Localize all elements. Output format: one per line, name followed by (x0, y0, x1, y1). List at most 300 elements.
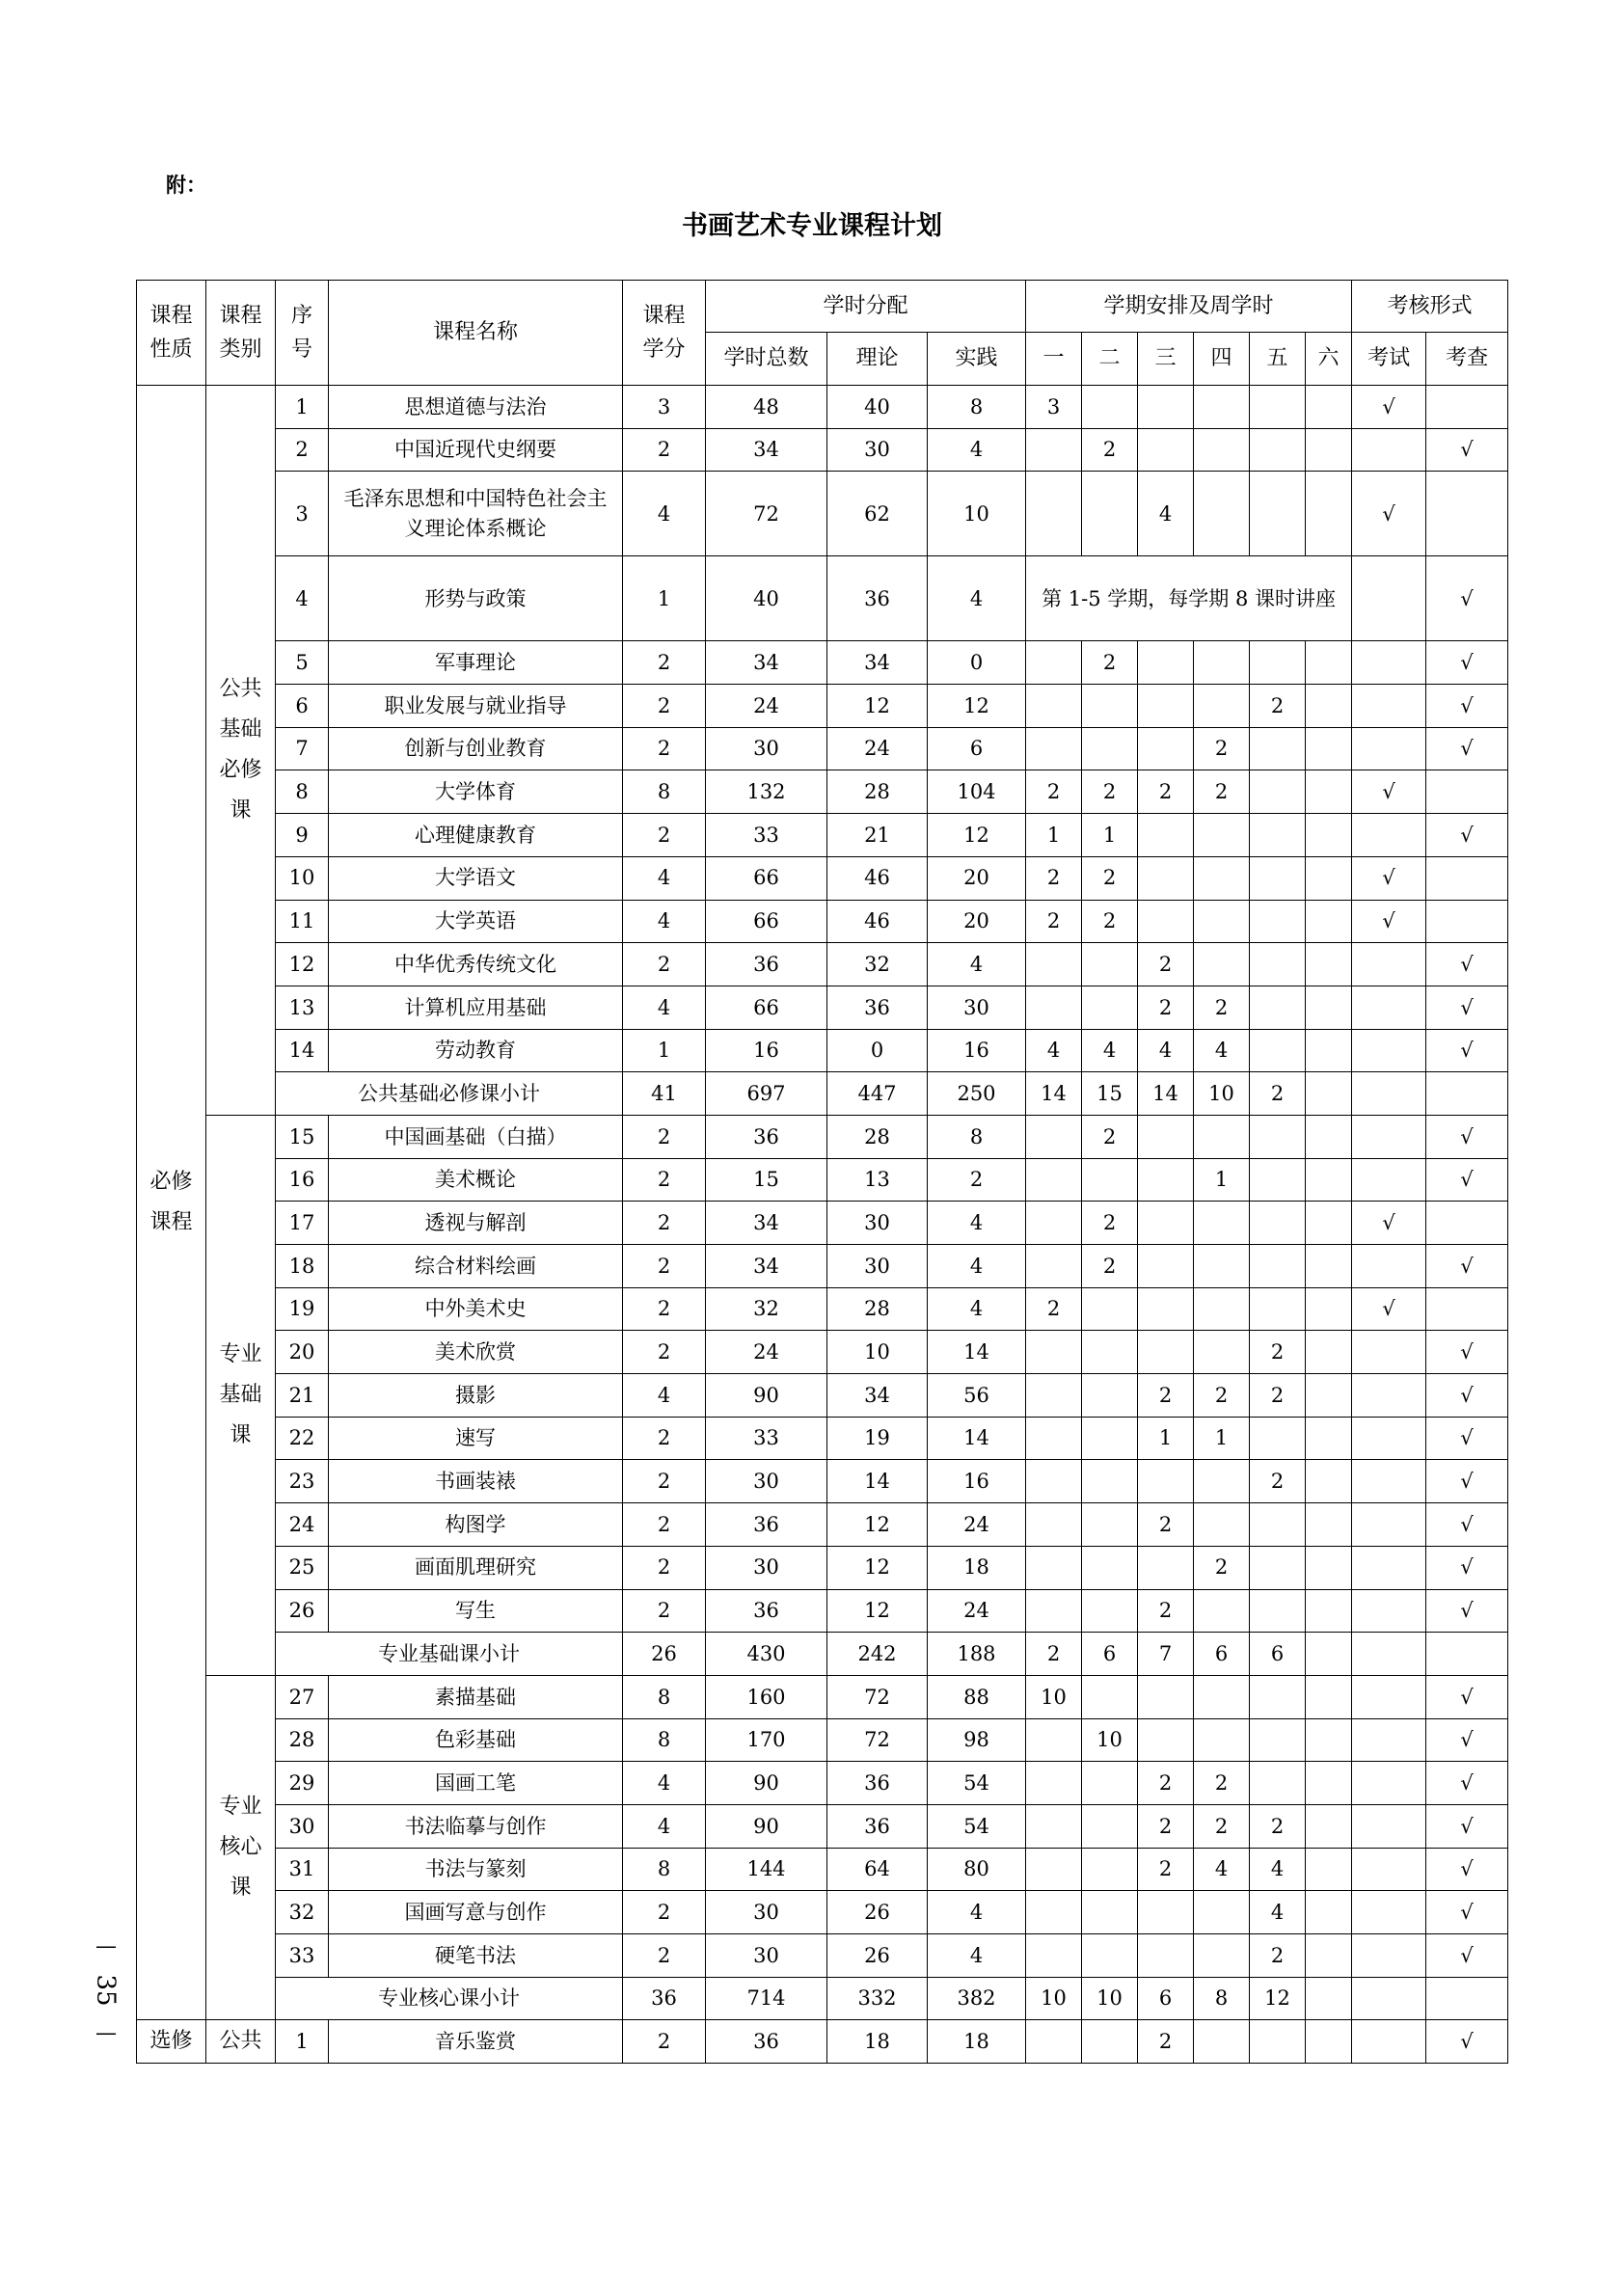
assess-exam: √ (1352, 1287, 1426, 1331)
course-practice-hours: 24 (928, 1503, 1026, 1547)
semester-5-hours: 2 (1250, 1072, 1306, 1116)
semester-3-hours: 7 (1138, 1633, 1194, 1676)
semester-4-hours: 4 (1194, 1848, 1250, 1891)
header-semester-2: 二 (1082, 333, 1138, 386)
semester-3-hours: 1 (1138, 1417, 1194, 1460)
semester-4-hours (1194, 943, 1250, 986)
semester-5-hours (1250, 727, 1306, 770)
header-semester-3: 三 (1138, 333, 1194, 386)
course-seq: 25 (276, 1546, 329, 1589)
semester-5-hours (1250, 900, 1306, 943)
course-seq: 2 (276, 428, 329, 472)
course-credits: 2 (623, 1202, 706, 1245)
course-total-hours: 90 (706, 1804, 827, 1848)
table-row (137, 727, 1508, 770)
header-name-text: 课程名称 (432, 320, 518, 345)
semester-6-hours (1306, 1115, 1352, 1158)
course-theory-hours: 10 (827, 1331, 928, 1374)
page-number-dash-top: — (95, 1934, 117, 1958)
semester-6-hours (1306, 2020, 1352, 2064)
assess-exam (1352, 943, 1426, 986)
semester-6-hours (1306, 1718, 1352, 1762)
semester-3-hours: 14 (1138, 1072, 1194, 1116)
assess-check: √ (1426, 2020, 1508, 2064)
assess-exam (1352, 1374, 1426, 1418)
course-theory-hours: 32 (827, 943, 928, 986)
semester-4-hours (1194, 386, 1250, 429)
semester-6-hours (1306, 428, 1352, 472)
assess-check: √ (1426, 685, 1508, 728)
course-theory-hours: 62 (827, 472, 928, 556)
semester-6-hours (1306, 900, 1352, 943)
semester-3-hours: 2 (1138, 770, 1194, 814)
semester-2-hours (1082, 1762, 1138, 1805)
course-credits: 2 (623, 1158, 706, 1202)
course-name: 素描基础 (329, 1675, 623, 1718)
assess-check: √ (1426, 1762, 1508, 1805)
subtotal-row (137, 1633, 1508, 1676)
semester-3-hours: 6 (1138, 1977, 1194, 2020)
header-name (329, 281, 623, 386)
course-total-hours: 132 (706, 770, 827, 814)
course-practice-hours: 12 (928, 685, 1026, 728)
course-credits: 4 (623, 1374, 706, 1418)
course-credits: 2 (623, 1546, 706, 1589)
semester-4-hours (1194, 1891, 1250, 1934)
course-total-hours: 32 (706, 1287, 827, 1331)
course-practice-hours: 188 (928, 1633, 1026, 1676)
course-seq: 23 (276, 1460, 329, 1503)
semester-4-hours: 6 (1194, 1633, 1250, 1676)
semester-6-hours (1306, 1589, 1352, 1633)
semester-1-hours: 3 (1026, 386, 1082, 429)
assess-check: √ (1426, 1934, 1508, 1978)
table-row (137, 986, 1508, 1029)
course-practice-hours: 0 (928, 641, 1026, 685)
course-total-hours: 33 (706, 1417, 827, 1460)
assess-exam (1352, 1503, 1426, 1547)
semester-5-hours (1250, 386, 1306, 429)
course-seq: 32 (276, 1891, 329, 1934)
assess-exam (1352, 1115, 1426, 1158)
course-practice-hours: 4 (928, 1934, 1026, 1978)
semester-3-hours (1138, 1245, 1194, 1288)
semester-2-hours (1082, 1287, 1138, 1331)
header-semester-4: 四 (1194, 333, 1250, 386)
assess-exam: √ (1352, 472, 1426, 556)
course-seq: 31 (276, 1848, 329, 1891)
header-hours-group: 学时分配 (706, 281, 1026, 333)
semester-3-hours (1138, 814, 1194, 857)
course-credits: 2 (623, 814, 706, 857)
table-row (137, 1460, 1508, 1503)
assess-exam (1352, 1633, 1426, 1676)
course-total-hours: 34 (706, 1245, 827, 1288)
table-row (137, 1891, 1508, 1934)
semester-3-hours (1138, 900, 1194, 943)
course-practice-hours: 18 (928, 2020, 1026, 2064)
semester-5-hours: 2 (1250, 685, 1306, 728)
course-name: 中外美术史 (329, 1287, 623, 1331)
subtotal-row (137, 1977, 1508, 2020)
course-name: 中国近现代史纲要 (329, 428, 623, 472)
course-name: 摄影 (329, 1374, 623, 1418)
semester-6-hours (1306, 1804, 1352, 1848)
semester-6-hours (1306, 814, 1352, 857)
semester-1-hours (1026, 1804, 1082, 1848)
semester-2-hours (1082, 986, 1138, 1029)
course-total-hours: 36 (706, 1589, 827, 1633)
course-credits: 26 (623, 1633, 706, 1676)
semester-6-hours (1306, 856, 1352, 900)
course-theory-hours: 36 (827, 986, 928, 1029)
course-credits: 2 (623, 428, 706, 472)
semester-1-hours (1026, 1891, 1082, 1934)
course-practice-hours: 18 (928, 1546, 1026, 1589)
course-credits: 2 (623, 1934, 706, 1978)
assess-exam (1352, 1891, 1426, 1934)
course-total-hours: 15 (706, 1158, 827, 1202)
table-row (137, 1202, 1508, 1245)
course-theory-hours: 30 (827, 1202, 928, 1245)
semester-5-hours: 2 (1250, 1460, 1306, 1503)
assess-check: √ (1426, 1804, 1508, 1848)
semester-6-hours (1306, 1072, 1352, 1116)
course-practice-hours: 16 (928, 1029, 1026, 1072)
assess-check (1426, 1633, 1508, 1676)
course-seq: 18 (276, 1245, 329, 1288)
header-row-1 (137, 281, 1508, 333)
assess-check: √ (1426, 727, 1508, 770)
course-practice-hours: 4 (928, 1891, 1026, 1934)
assess-check: √ (1426, 1374, 1508, 1418)
assess-check: √ (1426, 1158, 1508, 1202)
header-practice: 实践 (928, 333, 1026, 386)
semester-5-hours (1250, 1503, 1306, 1547)
course-total-hours: 36 (706, 1503, 827, 1547)
course-credits: 2 (623, 641, 706, 685)
header-semester-5: 五 (1250, 333, 1306, 386)
course-practice-hours: 2 (928, 1158, 1026, 1202)
semester-5-hours (1250, 1675, 1306, 1718)
semester-4-hours (1194, 2020, 1250, 2064)
course-theory-hours: 18 (827, 2020, 928, 2064)
course-practice-hours: 88 (928, 1675, 1026, 1718)
course-theory-hours: 21 (827, 814, 928, 857)
semester-4-hours (1194, 641, 1250, 685)
assess-check (1426, 1287, 1508, 1331)
semester-4-hours: 2 (1194, 770, 1250, 814)
semester-4-hours (1194, 1202, 1250, 1245)
course-total-hours: 144 (706, 1848, 827, 1891)
table-row (137, 1029, 1508, 1072)
course-total-hours: 714 (706, 1977, 827, 2020)
semester-2-hours (1082, 472, 1138, 556)
course-total-hours: 66 (706, 986, 827, 1029)
course-credits: 2 (623, 1287, 706, 1331)
semester-1-hours: 2 (1026, 770, 1082, 814)
semester-2-hours (1082, 1589, 1138, 1633)
semester-3-hours: 2 (1138, 1589, 1194, 1633)
table-row (137, 1804, 1508, 1848)
course-credits: 4 (623, 986, 706, 1029)
table-row (137, 770, 1508, 814)
semester-2-hours: 1 (1082, 814, 1138, 857)
header-hours-total: 学时总数 (706, 333, 827, 386)
table-row (137, 1503, 1508, 1547)
course-practice-hours: 14 (928, 1417, 1026, 1460)
course-total-hours: 36 (706, 943, 827, 986)
semester-6-hours (1306, 685, 1352, 728)
semester-5-hours (1250, 2020, 1306, 2064)
semester-2-hours (1082, 1460, 1138, 1503)
header-exam: 考试 (1352, 333, 1426, 386)
semester-4-hours (1194, 428, 1250, 472)
semester-4-hours: 1 (1194, 1417, 1250, 1460)
course-total-hours: 72 (706, 472, 827, 556)
semester-1-hours (1026, 1934, 1082, 1978)
header-credits-text: 课程学分 (642, 303, 686, 362)
semester-1-hours (1026, 641, 1082, 685)
semester-4-hours (1194, 1331, 1250, 1374)
semester-2-hours (1082, 1848, 1138, 1891)
course-practice-hours: 250 (928, 1072, 1026, 1116)
semester-6-hours (1306, 1934, 1352, 1978)
table-row (137, 641, 1508, 685)
semester-4-hours (1194, 1934, 1250, 1978)
course-seq: 30 (276, 1804, 329, 1848)
semester-5-hours: 2 (1250, 1374, 1306, 1418)
header-semester-1: 一 (1026, 333, 1082, 386)
semester-4-hours (1194, 472, 1250, 556)
course-theory-hours: 447 (827, 1072, 928, 1116)
course-theory-hours: 12 (827, 1589, 928, 1633)
table-row (137, 1546, 1508, 1589)
assess-check: √ (1426, 986, 1508, 1029)
course-credits: 1 (623, 556, 706, 641)
semester-note: 第 1-5 学期，每学期 8 课时讲座 (1026, 556, 1352, 641)
assess-exam (1352, 1158, 1426, 1202)
semester-4-hours (1194, 1589, 1250, 1633)
course-practice-hours: 12 (928, 814, 1026, 857)
course-total-hours: 16 (706, 1029, 827, 1072)
header-seq-text: 序号 (290, 303, 312, 362)
semester-3-hours (1138, 685, 1194, 728)
semester-3-hours: 2 (1138, 2020, 1194, 2064)
assess-exam: √ (1352, 900, 1426, 943)
course-theory-hours: 36 (827, 1762, 928, 1805)
semester-4-hours: 2 (1194, 1762, 1250, 1805)
course-seq: 10 (276, 856, 329, 900)
assess-check (1426, 472, 1508, 556)
semester-2-hours (1082, 1891, 1138, 1934)
semester-6-hours (1306, 1287, 1352, 1331)
semester-1-hours (1026, 1417, 1082, 1460)
table-row (137, 1245, 1508, 1288)
assess-exam (1352, 1934, 1426, 1978)
course-practice-hours: 14 (928, 1331, 1026, 1374)
semester-3-hours (1138, 1675, 1194, 1718)
semester-1-hours: 10 (1026, 1977, 1082, 2020)
course-total-hours: 30 (706, 1546, 827, 1589)
course-credits: 2 (623, 943, 706, 986)
semester-5-hours: 2 (1250, 1934, 1306, 1978)
assess-check: √ (1426, 428, 1508, 472)
course-name: 国画写意与创作 (329, 1891, 623, 1934)
semester-4-hours (1194, 1718, 1250, 1762)
course-total-hours: 30 (706, 1934, 827, 1978)
semester-5-hours: 12 (1250, 1977, 1306, 2020)
header-nature-text: 课程性质 (149, 303, 193, 362)
course-total-hours: 48 (706, 386, 827, 429)
course-total-hours: 430 (706, 1633, 827, 1676)
course-seq: 22 (276, 1417, 329, 1460)
assess-exam (1352, 1546, 1426, 1589)
assess-exam (1352, 986, 1426, 1029)
course-practice-hours: 104 (928, 770, 1026, 814)
course-seq: 6 (276, 685, 329, 728)
course-theory-hours: 26 (827, 1891, 928, 1934)
semester-1-hours (1026, 1546, 1082, 1589)
semester-1-hours (1026, 1460, 1082, 1503)
semester-2-hours: 4 (1082, 1029, 1138, 1072)
semester-3-hours (1138, 1202, 1194, 1245)
table-row (137, 685, 1508, 728)
course-practice-hours: 54 (928, 1762, 1026, 1805)
course-name: 色彩基础 (329, 1718, 623, 1762)
course-name: 书法与篆刻 (329, 1848, 623, 1891)
semester-2-hours (1082, 1158, 1138, 1202)
course-seq: 27 (276, 1675, 329, 1718)
course-seq: 1 (276, 386, 329, 429)
semester-2-hours: 2 (1082, 1115, 1138, 1158)
course-seq: 4 (276, 556, 329, 641)
semester-3-hours: 2 (1138, 1804, 1194, 1848)
assess-exam: √ (1352, 856, 1426, 900)
course-name: 毛泽东思想和中国特色社会主义理论体系概论 (329, 472, 623, 556)
assess-check (1426, 1977, 1508, 2020)
assess-exam (1352, 1977, 1426, 2020)
course-total-hours: 90 (706, 1374, 827, 1418)
semester-3-hours: 2 (1138, 943, 1194, 986)
header-semester-6: 六 (1306, 333, 1352, 386)
course-credits: 4 (623, 1804, 706, 1848)
assess-exam (1352, 1762, 1426, 1805)
course-practice-hours: 56 (928, 1374, 1026, 1418)
header-semester-group: 学期安排及周学时 (1026, 281, 1352, 333)
assess-check (1426, 900, 1508, 943)
course-seq: 12 (276, 943, 329, 986)
semester-6-hours (1306, 1158, 1352, 1202)
elective-category: 公共 (206, 2020, 276, 2064)
assess-exam (1352, 1460, 1426, 1503)
semester-1-hours (1026, 1115, 1082, 1158)
course-practice-hours: 24 (928, 1589, 1026, 1633)
semester-2-hours: 2 (1082, 856, 1138, 900)
course-practice-hours: 80 (928, 1848, 1026, 1891)
semester-2-hours: 15 (1082, 1072, 1138, 1116)
header-assess-group: 考核形式 (1352, 281, 1508, 333)
semester-5-hours: 2 (1250, 1804, 1306, 1848)
semester-1-hours (1026, 1158, 1082, 1202)
assess-exam (1352, 641, 1426, 685)
semester-1-hours: 1 (1026, 814, 1082, 857)
table-row (137, 814, 1508, 857)
semester-2-hours (1082, 727, 1138, 770)
course-name: 大学英语 (329, 900, 623, 943)
semester-2-hours (1082, 1934, 1138, 1978)
course-seq: 5 (276, 641, 329, 685)
course-name: 透视与解剖 (329, 1202, 623, 1245)
semester-1-hours (1026, 943, 1082, 986)
course-credits: 4 (623, 900, 706, 943)
course-theory-hours: 28 (827, 770, 928, 814)
course-total-hours: 36 (706, 1115, 827, 1158)
course-name: 写生 (329, 1589, 623, 1633)
semester-2-hours (1082, 685, 1138, 728)
assess-check (1426, 1072, 1508, 1116)
header-category (206, 281, 276, 386)
course-theory-hours: 13 (827, 1158, 928, 1202)
course-name: 书法临摹与创作 (329, 1804, 623, 1848)
semester-5-hours (1250, 428, 1306, 472)
semester-6-hours (1306, 770, 1352, 814)
course-total-hours: 30 (706, 727, 827, 770)
course-total-hours: 40 (706, 556, 827, 641)
semester-4-hours (1194, 1460, 1250, 1503)
assess-exam (1352, 1589, 1426, 1633)
course-total-hours: 160 (706, 1675, 827, 1718)
course-credits: 2 (623, 1115, 706, 1158)
course-practice-hours: 6 (928, 727, 1026, 770)
header-seq (276, 281, 329, 386)
semester-2-hours: 2 (1082, 900, 1138, 943)
semester-3-hours (1138, 1546, 1194, 1589)
semester-2-hours (1082, 1503, 1138, 1547)
course-practice-hours: 10 (928, 472, 1026, 556)
semester-6-hours (1306, 1891, 1352, 1934)
course-total-hours: 24 (706, 1331, 827, 1374)
table-row (137, 1589, 1508, 1633)
subtotal-row (137, 1072, 1508, 1116)
course-practice-hours: 4 (928, 556, 1026, 641)
semester-6-hours (1306, 1417, 1352, 1460)
course-theory-hours: 46 (827, 900, 928, 943)
semester-2-hours: 2 (1082, 1202, 1138, 1245)
semester-1-hours (1026, 1245, 1082, 1288)
course-name: 美术概论 (329, 1158, 623, 1202)
semester-6-hours (1306, 1762, 1352, 1805)
semester-6-hours (1306, 1503, 1352, 1547)
page-title: 书画艺术专业课程计划 (682, 211, 942, 241)
assess-check: √ (1426, 814, 1508, 857)
course-practice-hours: 98 (928, 1718, 1026, 1762)
course-seq: 24 (276, 1503, 329, 1547)
semester-5-hours (1250, 1417, 1306, 1460)
course-name: 硬笔书法 (329, 1934, 623, 1978)
semester-6-hours (1306, 1633, 1352, 1676)
course-credits: 8 (623, 770, 706, 814)
course-seq: 3 (276, 472, 329, 556)
table-row (137, 386, 1508, 429)
semester-1-hours (1026, 1503, 1082, 1547)
course-credits: 2 (623, 1245, 706, 1288)
semester-1-hours (1026, 1202, 1082, 1245)
course-credits: 8 (623, 1718, 706, 1762)
assess-check: √ (1426, 1331, 1508, 1374)
assess-check (1426, 386, 1508, 429)
course-seq: 33 (276, 1934, 329, 1978)
